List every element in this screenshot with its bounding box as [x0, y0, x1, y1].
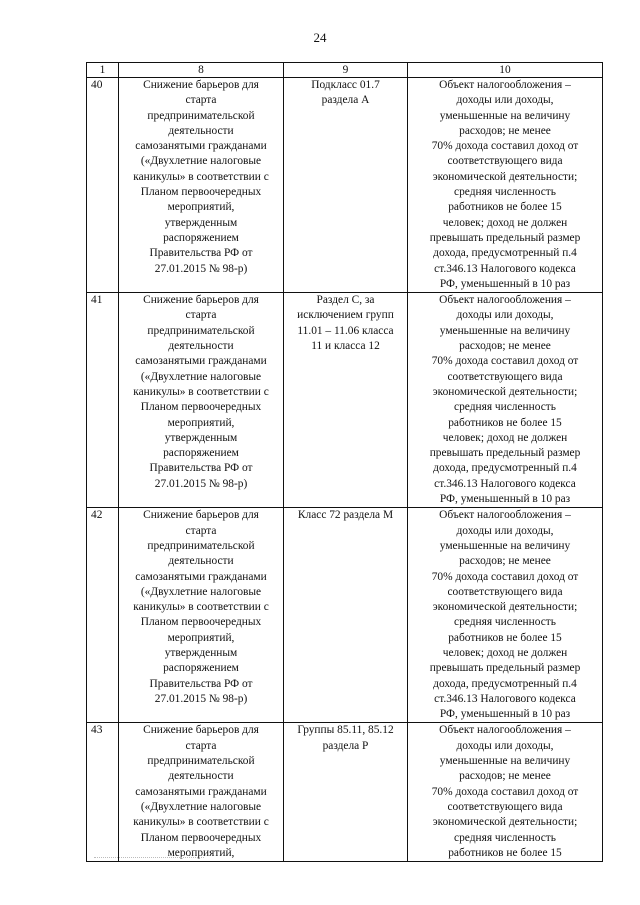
cell-text-line: самозанятыми гражданами: [135, 355, 267, 368]
cell-text-line: человек; доход не должен: [442, 646, 568, 659]
cell-col10: [408, 508, 603, 723]
cell-text-line: средняя численность: [454, 616, 556, 629]
cell-text-line: РФ, уменьшенный в 10 раз: [439, 708, 571, 721]
table-header-row: [87, 63, 603, 78]
cell-text-line: средняя численность: [454, 186, 556, 199]
cell-text-line: соответствующего вида: [447, 370, 563, 383]
cell-text-line: человек; доход не должен: [442, 431, 568, 444]
cell-text-line: ст.346.13 Налогового кодекса: [434, 477, 576, 490]
cell-text-line: РФ, уменьшенный в 10 раз: [439, 493, 571, 506]
cell-text-line: уменьшенные на величину: [439, 755, 571, 768]
cell-text-line: 70% дохода составил доход от: [431, 785, 579, 798]
cell-text-line: доходы или доходы,: [456, 524, 554, 537]
cell-text-line: Планом первоочередных: [140, 401, 262, 414]
cell-text-line: дохода, предусмотренный п.4: [433, 677, 577, 690]
cell-text-line: 11 и класса 12: [311, 340, 380, 353]
cell-col8: [119, 293, 284, 508]
cell-text-line: предпринимательской: [147, 324, 255, 337]
row-number: 42: [87, 508, 119, 723]
scan-artifact-dots: [94, 857, 204, 859]
cell-text-line: предпринимательской: [147, 755, 255, 768]
cell-text-line: каникулы» в соответствии с: [133, 816, 269, 829]
table-body: [87, 78, 603, 862]
row-number: 41: [87, 293, 119, 508]
cell-text-line: экономической деятельности;: [432, 601, 578, 614]
cell-text-line: расходов; не менее: [459, 555, 551, 568]
cell-text-line: Объект налогообложения –: [439, 79, 571, 91]
cell-col9: [284, 293, 408, 508]
cell-text-line: деятельности: [168, 555, 234, 568]
cell-text-line: уменьшенные на величину: [439, 324, 571, 337]
cell-text-line: мероприятий,: [167, 631, 235, 644]
cell-text-line: утвержденным: [164, 646, 238, 659]
table-row: [87, 78, 603, 293]
cell-text-line: работников не более 15: [448, 416, 562, 429]
header-col-1: 1: [87, 63, 119, 78]
header-col-9: 9: [284, 63, 408, 78]
cell-text-line: экономической деятельности;: [432, 170, 578, 183]
cell-text-line: деятельности: [168, 340, 234, 353]
cell-text-line: деятельности: [168, 124, 234, 137]
cell-text-line: Снижение барьеров для: [143, 79, 259, 91]
cell-text-line: Снижение барьеров для: [143, 294, 259, 307]
cell-text-line: 70% дохода составил доход от: [431, 140, 579, 153]
cell-text-line: Раздел С, за: [316, 294, 375, 307]
cell-text-line: мероприятий,: [167, 201, 235, 214]
cell-text-line: старта: [185, 309, 217, 322]
cell-col8: [119, 78, 284, 293]
table-row: [87, 293, 603, 508]
cell-col10: [408, 293, 603, 508]
cell-text-line: экономической деятельности;: [432, 385, 578, 398]
cell-text-line: превышать предельный размер: [429, 662, 581, 675]
row-number: 40: [87, 78, 119, 293]
cell-text-line: ст.346.13 Налогового кодекса: [434, 692, 576, 705]
cell-text-line: соответствующего вида: [447, 800, 563, 813]
cell-text-line: утвержденным: [164, 431, 238, 444]
cell-text-line: 70% дохода составил доход от: [431, 355, 579, 368]
cell-text-line: доходы или доходы,: [456, 309, 554, 322]
cell-text-line: превышать предельный размер: [429, 447, 581, 460]
cell-text-line: («Двухлетние налоговые: [140, 370, 262, 383]
cell-text-line: исключением групп: [297, 309, 394, 322]
cell-text-line: работников не более 15: [448, 846, 562, 859]
page-number: 24: [313, 30, 327, 45]
cell-col8: [119, 508, 284, 723]
cell-text-line: Правительства РФ от: [149, 677, 253, 690]
cell-text-line: деятельности: [168, 770, 234, 783]
row-number: 43: [87, 723, 119, 862]
cell-text-line: («Двухлетние налоговые: [140, 155, 262, 168]
cell-text-line: раздела Р: [322, 739, 369, 752]
table-row: [87, 508, 603, 723]
cell-text-line: средняя численность: [454, 401, 556, 414]
cell-text-line: расходов; не менее: [459, 340, 551, 353]
cell-text-line: («Двухлетние налоговые: [140, 800, 262, 813]
cell-text-line: мероприятий,: [167, 416, 235, 429]
cell-text-line: Планом первоочередных: [140, 831, 262, 844]
cell-text-line: Объект налогообложения –: [439, 724, 571, 737]
cell-text-line: старта: [185, 94, 217, 107]
cell-text-line: каникулы» в соответствии с: [133, 170, 269, 183]
cell-text-line: раздела А: [321, 94, 370, 107]
cell-text-line: самозанятыми гражданами: [135, 140, 267, 153]
cell-text-line: расходов; не менее: [459, 124, 551, 137]
cell-text-line: каникулы» в соответствии с: [133, 385, 269, 398]
cell-text-line: расходов; не менее: [459, 770, 551, 783]
cell-text-line: Группы 85.11, 85.12: [297, 724, 394, 737]
cell-text-line: 27.01.2015 № 98-р): [154, 692, 248, 705]
cell-text-line: Подкласс 01.7: [311, 79, 380, 91]
cell-text-line: 27.01.2015 № 98-р): [154, 262, 248, 275]
cell-text-line: утвержденным: [164, 216, 238, 229]
cell-text-line: распоряжением: [163, 662, 239, 675]
cell-text-line: уменьшенные на величину: [439, 109, 571, 122]
cell-text-line: доходы или доходы,: [456, 739, 554, 752]
cell-text-line: Планом первоочередных: [140, 186, 262, 199]
cell-text-line: Объект налогообложения –: [439, 509, 571, 522]
cell-text-line: каникулы» в соответствии с: [133, 601, 269, 614]
table-row: [87, 723, 603, 862]
cell-text-line: мероприятий,: [167, 846, 235, 859]
cell-text-line: Снижение барьеров для: [143, 724, 259, 737]
cell-text-line: 70% дохода составил доход от: [431, 570, 579, 583]
cell-col9: [284, 723, 408, 862]
cell-text-line: дохода, предусмотренный п.4: [433, 462, 577, 475]
cell-text-line: Объект налогообложения –: [439, 294, 571, 307]
cell-text-line: работников не более 15: [448, 201, 562, 214]
cell-col9: [284, 508, 408, 723]
header-col-10: 10: [408, 63, 603, 78]
cell-text-line: предпринимательской: [147, 109, 255, 122]
cell-col10: [408, 78, 603, 293]
cell-text-line: РФ, уменьшенный в 10 раз: [439, 277, 571, 290]
cell-text-line: предпринимательской: [147, 539, 255, 552]
cell-text-line: распоряжением: [163, 447, 239, 460]
cell-text-line: старта: [185, 739, 217, 752]
cell-text-line: 11.01 – 11.06 класса: [297, 324, 394, 337]
cell-text-line: («Двухлетние налоговые: [140, 585, 262, 598]
document-table: [86, 62, 603, 862]
cell-text-line: Планом первоочередных: [140, 616, 262, 629]
cell-text-line: экономической деятельности;: [432, 816, 578, 829]
cell-text-line: Правительства РФ от: [149, 247, 253, 260]
cell-col10: [408, 723, 603, 862]
cell-text-line: превышать предельный размер: [429, 231, 581, 244]
cell-text-line: Снижение барьеров для: [143, 509, 259, 522]
cell-col9: [284, 78, 408, 293]
cell-text-line: Класс 72 раздела М: [297, 509, 394, 522]
cell-text-line: средняя численность: [454, 831, 556, 844]
cell-text-line: старта: [185, 524, 217, 537]
cell-text-line: Правительства РФ от: [149, 462, 253, 475]
cell-text-line: работников не более 15: [448, 631, 562, 644]
cell-text-line: распоряжением: [163, 231, 239, 244]
cell-col8: [119, 723, 284, 862]
cell-text-line: самозанятыми гражданами: [135, 570, 267, 583]
cell-text-line: самозанятыми гражданами: [135, 785, 267, 798]
cell-text-line: 27.01.2015 № 98-р): [154, 477, 248, 490]
cell-text-line: дохода, предусмотренный п.4: [433, 247, 577, 260]
cell-text-line: соответствующего вида: [447, 585, 563, 598]
cell-text-line: ст.346.13 Налогового кодекса: [434, 262, 576, 275]
cell-text-line: доходы или доходы,: [456, 94, 554, 107]
cell-text-line: человек; доход не должен: [442, 216, 568, 229]
cell-text-line: уменьшенные на величину: [439, 539, 571, 552]
cell-text-line: соответствующего вида: [447, 155, 563, 168]
header-col-8: 8: [119, 63, 284, 78]
